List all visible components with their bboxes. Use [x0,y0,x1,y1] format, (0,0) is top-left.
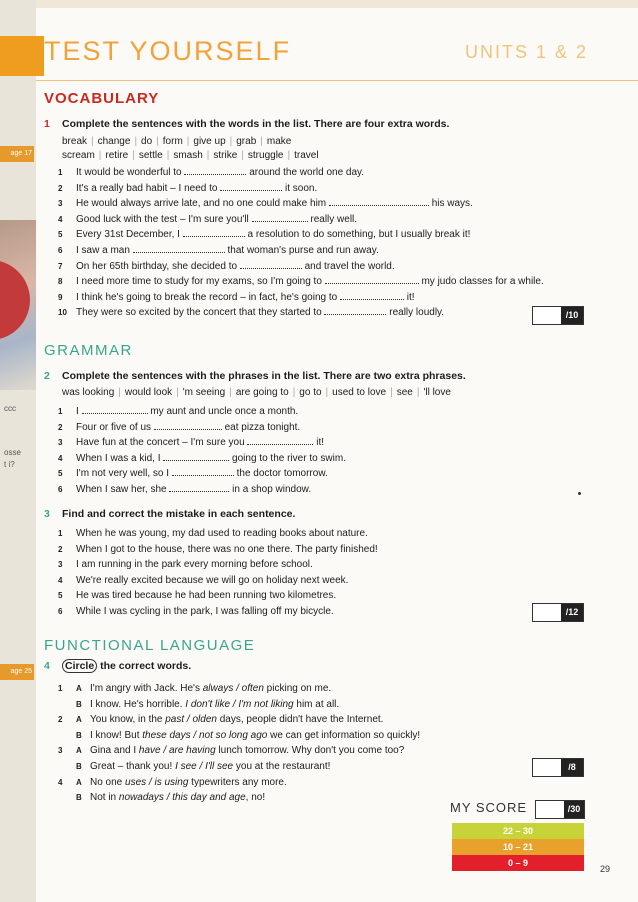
choice-options[interactable]: past / olden [165,714,217,726]
circle-word: Circle [62,659,97,673]
separator: | [132,150,135,161]
sentence-item [58,196,544,212]
speaker-letter: A [76,746,82,756]
word-option: used to love [332,387,387,398]
dialogue-text: No one [90,776,126,788]
dialogue-text: Gina and I [90,745,139,757]
word-option: see [396,387,413,398]
sentence-item [58,290,544,306]
word-option: form [162,136,183,147]
dialogue-text: I'm angry with Jack. He's [90,683,203,694]
sentence-item [58,588,378,604]
answer-blank[interactable] [329,196,429,206]
header-accent [0,36,36,76]
side-note: t i? [4,460,15,469]
separator: | [241,150,244,161]
word-list-row [62,386,451,400]
word-option: strike [213,150,238,161]
choice-options[interactable]: I see / I'll see [175,760,234,772]
sentence-item [58,482,346,498]
item-number: 3 [58,199,63,209]
word-option: travel [294,150,319,161]
sentence-end: really loudly. [389,307,445,319]
separator: | [186,136,190,147]
separator: | [156,136,159,147]
separator: | [229,136,233,147]
item-number: 6 [58,484,63,494]
section-heading-functional-language: FUNCTIONAL LANGUAGE [44,637,256,654]
page-number: 29 [600,864,611,874]
answer-blank[interactable] [324,305,386,315]
sentence-text: When I got to the house, there was no one there. The party finished! [76,543,378,555]
sentence-end: his ways. [431,198,473,210]
answer-blank[interactable] [252,212,308,222]
item-number: 1 [58,529,63,538]
sentence-start: It's a really bad habit – I need to [76,182,218,194]
speaker-letter: A [76,777,82,787]
sentence-start: I think he's going to break the record – in fact, he's going to [76,291,338,303]
item-number: 4 [58,575,63,585]
answer-blank[interactable] [340,290,404,300]
score-label: /10 [561,307,583,324]
sentence-start: When I saw her, she [76,483,167,495]
word-option: go to [299,387,322,398]
word-option: scream [62,150,95,161]
side-photo [0,220,36,390]
speaker-letter: B [76,761,82,771]
item-number: 3 [58,560,63,570]
separator: | [118,387,121,398]
word-option: give up [193,136,226,147]
answer-blank[interactable] [220,181,282,191]
dialogue-line [58,681,420,697]
item-number: 5 [58,591,63,601]
page-mark [578,492,581,495]
dialogue-line [58,759,420,775]
sentence-start: They were so excited by the concert that they started to [76,307,322,319]
sentence-end: my judo classes for a while. [421,276,544,288]
exercise-2-items [58,404,346,498]
sentence-start: Every 31st December, I [76,229,180,241]
answer-blank[interactable] [240,259,302,269]
separator: | [416,387,420,398]
sentence-end: the doctor tomorrow. [236,468,328,480]
speaker-letter: A [76,684,82,693]
dialogue-line [58,790,420,806]
sentence-start: When I was a kid, I [76,452,161,464]
sentence-item [58,181,544,197]
sentence-end: it! [406,291,415,303]
instruction-text: Find and correct the mistake in each sentence. [62,508,296,520]
dialogue-text: picking on me. [263,683,332,694]
sentence-item [58,526,378,542]
score-box-2[interactable] [532,603,584,622]
section-heading-vocabulary: VOCABULARY [44,90,160,107]
separator: | [390,387,393,398]
sentence-item [58,557,378,573]
sentence-text: He was tired because he had been running two kilometres. [76,590,337,602]
item-number: 10 [58,308,67,318]
answer-blank[interactable] [163,451,229,461]
exercise-1-items [58,165,544,321]
sentence-start: I need more time to study for my exams, so I'm going to [76,276,322,288]
sentence-end: that woman's purse and run away. [227,244,379,256]
item-number: 4 [58,214,63,224]
dialogue-line [58,697,420,713]
score-box-1[interactable] [532,306,584,325]
choice-options[interactable]: have / are having [138,745,216,757]
choice-options[interactable]: uses / is using [125,776,189,788]
sentence-item [58,305,544,321]
sentence-text: We're really excited because we will go on holiday next week. [76,574,349,586]
answer-blank[interactable] [154,420,222,430]
item-number: 3 [58,438,63,448]
sentence-start: Four or five of us [76,421,152,433]
dialogue-text: I know. He's horrible. [90,698,186,710]
exercise-3-instruction [44,508,295,520]
sentence-item [58,435,346,451]
sentence-item [58,274,544,290]
item-number: 7 [58,261,63,271]
word-option: would look [124,387,173,398]
top-band [36,0,638,8]
section-heading-grammar: GRAMMAR [44,342,133,359]
word-option: settle [138,150,163,161]
answer-blank[interactable] [172,466,234,476]
total-score-label: /30 [564,801,584,818]
choice-options[interactable]: I don't like / I'm not liking [185,698,294,710]
item-number: 5 [58,469,63,479]
instruction-text: Complete the sentences with the phrases in the list. There are two extra phrases. [62,370,466,382]
word-list-row [62,149,319,163]
sentence-item [58,604,378,620]
speaker-letter: A [76,715,82,725]
separator: | [229,387,232,398]
item-number: 2 [58,422,63,432]
answer-blank[interactable] [184,165,246,175]
word-option: was looking [62,387,115,398]
word-option: smash [173,150,203,161]
word-option: struggle [247,150,284,161]
word-option: are going to [235,387,289,398]
sentence-item [58,212,544,228]
exercise-1-instruction [44,118,449,130]
exercise-4-items [58,681,420,806]
dialogue-text: You know, in the [90,714,166,726]
dialogue-text: I know! But [90,729,143,741]
sentence-text: When he was young, my dad used to reading books about nature. [76,528,368,539]
sentence-item [58,165,544,181]
sentence-end: really well. [310,213,358,225]
word-option: break [62,136,88,147]
dialogue-text: him at all. [293,698,340,710]
instruction-text: the correct words. [97,660,192,672]
sentence-end: a resolution to do something, but I usually break it! [247,229,471,241]
exercise-number: 4 [44,660,50,672]
item-number: 2 [58,183,63,193]
page-ref-tag: age 17 [0,146,34,162]
sentence-end: in a shop window. [232,483,312,495]
units-label: UNITS 1 & 2 [464,42,588,62]
score-band: 22 – 30 [452,823,584,839]
speaker-letter: B [76,699,82,709]
answer-blank[interactable] [82,404,148,414]
sentence-end: it! [316,437,325,449]
dialogue-line [58,775,420,791]
dialogue-line [58,712,420,728]
instruction-text: Complete the sentences with the words in the list. There are four extra words. [62,118,450,130]
side-note: ccc [4,404,16,413]
answer-blank[interactable] [183,227,245,237]
exercise-3-items [58,526,378,620]
sentence-start: I saw a man [76,244,130,256]
exercise-number: 3 [44,508,50,520]
sentence-start: I [76,406,79,417]
sentence-end: eat pizza tonight. [224,421,301,433]
answer-blank[interactable] [133,243,225,253]
dialogue-text: Not in [90,792,119,804]
sentence-start: On her 65th birthday, she decided to [76,260,238,272]
dialogue-text: lunch tomorrow. Why don't you come too? [215,745,405,757]
exercise-4-instruction [44,660,191,672]
exercise-number: 2 [44,370,50,382]
word-option: do [141,136,153,147]
separator: | [98,150,102,161]
header-accent-line [36,36,44,76]
dialogue-line [58,728,420,744]
answer-blank[interactable] [169,482,229,492]
side-note: osse [4,448,21,457]
item-number: 9 [58,292,63,302]
item-number: 2 [58,715,63,725]
item-number: 1 [58,407,63,416]
separator: | [287,150,291,161]
sentence-end: it soon. [285,182,318,194]
dialogue-text: typewriters any more. [188,776,287,788]
score-band: 10 – 21 [452,839,584,855]
speaker-letter: B [76,793,82,803]
word-list-row [62,135,319,149]
sentence-end: around the world one day. [249,167,365,178]
sentence-start: Good luck with the test – I'm sure you'll [76,213,249,225]
item-number: 1 [58,168,63,177]
sentence-item [58,243,544,259]
sentence-end: and travel the world. [304,260,395,272]
item-number: 5 [58,230,63,240]
item-number: 4 [58,453,63,463]
sentence-start: He would always arrive late, and no one could make him [76,198,327,210]
separator: | [292,387,296,398]
score-label: /8 [561,759,583,776]
choice-options[interactable]: always / often [202,683,264,694]
page-title: TEST YOURSELF [44,36,292,66]
sentence-item [58,404,346,420]
word-option: 'll love [423,387,451,398]
word-option: change [97,136,131,147]
score-band: 0 – 9 [452,855,584,871]
separator: | [206,150,210,161]
word-list [62,135,319,163]
word-option: 'm seeing [182,387,226,398]
dialogue-text: you at the restaurant! [233,760,331,772]
phrase-list [62,386,451,400]
sentence-item [58,420,346,436]
separator: | [166,150,170,161]
answer-blank[interactable] [325,274,419,284]
sentence-item [58,573,378,589]
sentence-end: going to the river to swim. [232,452,346,464]
separator: | [134,136,138,147]
speaker-letter: B [76,730,82,740]
item-number: 3 [58,746,63,756]
sentence-start: I'm not very well, so I [76,468,170,480]
item-number: 1 [58,684,63,693]
dialogue-text: we can get information so quickly! [267,729,421,741]
word-option: retire [105,150,129,161]
item-number: 6 [58,606,63,616]
dialogue-text: , no! [245,792,266,804]
my-score-label: MY SCORE [450,800,528,815]
page-ref-tag: age 25 [0,664,34,680]
sentence-item [58,466,346,482]
score-label: /12 [561,604,583,621]
item-number: 8 [58,277,63,287]
header-divider [36,80,638,81]
separator: | [260,136,263,147]
separator: | [91,136,94,147]
separator: | [325,387,329,398]
sentence-start: It would be wonderful to [76,167,182,178]
item-number: 6 [58,245,63,255]
total-score-box[interactable] [535,800,585,819]
answer-blank[interactable] [247,435,313,445]
sentence-item [58,227,544,243]
sentence-start: Have fun at the concert – I'm sure you [76,437,245,449]
exercise-2-instruction [44,370,466,382]
sentence-text: I am running in the park every morning before school. [76,559,313,571]
sentence-end: my aunt and uncle once a month. [150,406,299,417]
sentence-text: While I was cycling in the park, I was falling off my bicycle. [76,605,334,617]
dialogue-text: Great – thank you! [90,760,176,772]
word-option: grab [236,136,257,147]
dialogue-text: days, people didn't have the Internet. [216,714,384,726]
choice-options[interactable]: these days / not so long ago [142,729,268,741]
separator: | [176,387,179,398]
word-option: make [266,136,292,147]
sentence-item [58,451,346,467]
choice-options[interactable]: nowadays / this day and age [118,792,246,804]
exercise-number: 1 [44,118,50,130]
sentence-item [58,259,544,275]
score-box-3[interactable] [532,758,584,777]
dialogue-line [58,743,420,759]
sentence-item [58,542,378,558]
item-number: 2 [58,544,63,554]
item-number: 4 [58,777,63,787]
